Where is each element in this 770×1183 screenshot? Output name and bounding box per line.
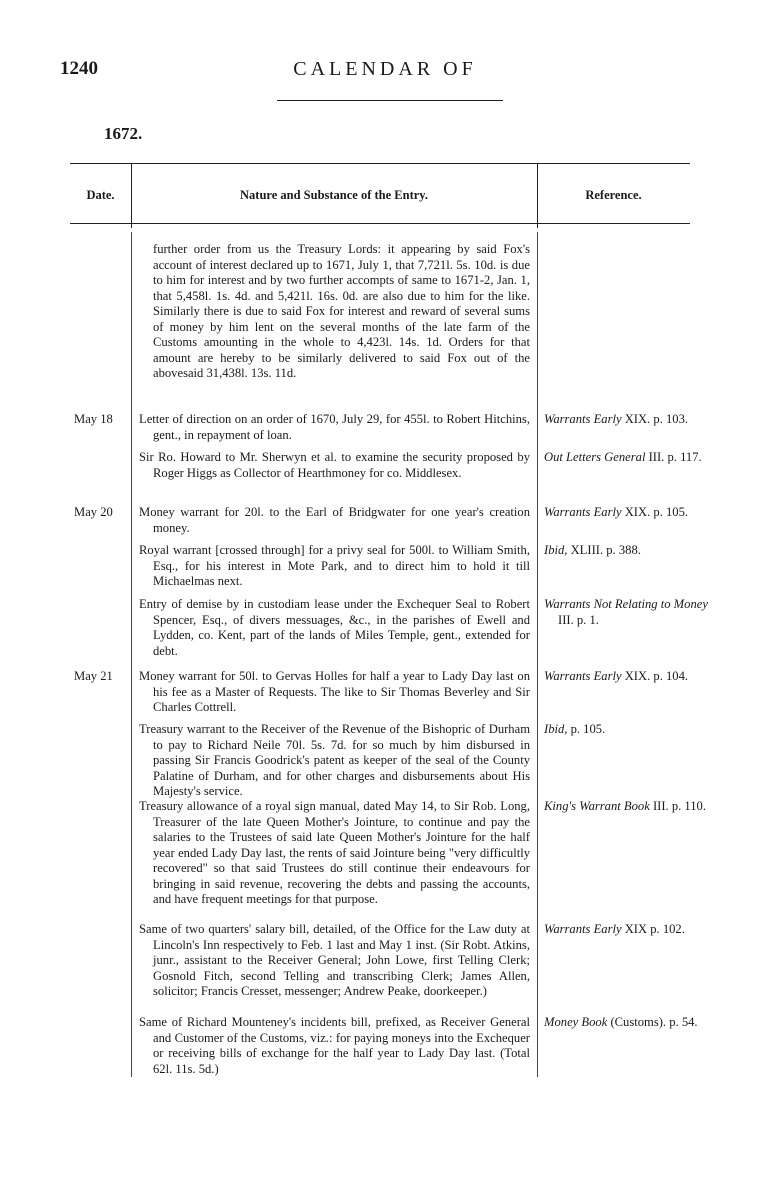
entry-continuation <box>139 242 530 382</box>
entry-text: Letter of direction on an order of 1670, July 29, for 455l. to Robert Hitchins, gent., in repayment of loan. <box>139 412 530 442</box>
reference-location: XIX p. 102. <box>621 922 685 936</box>
reference-location: (Customs). p. 54. <box>607 1015 698 1029</box>
reference-source: Out Letters General <box>544 450 646 464</box>
entry-text: Same of two quarters' salary bill, detailed, of the Office for the Law duty at Lincoln's Inn respectively to Feb. 1 last and May 1 inst. (Sir Robt. Atkins, junr., assistant to the Receiver General; John Lowe, first Telling Clerk; Gosnold Fitch, second Telling and transcribing Clerk; James Allen, solicitor; Francis Cresset, messenger; Andrew Peake, doorkeeper.) <box>139 922 530 998</box>
reference-location: XIX. p. 105. <box>621 505 689 519</box>
entry-text: Royal warrant [crossed through] for a privy seal for 500l. to William Smith, Esq., for his interest in Mote Park, and to direct him to hold it till Michaelmas next. <box>139 543 530 588</box>
year-heading: 1672. <box>104 124 143 143</box>
entry <box>139 412 530 443</box>
reference-location: III. p. 1. <box>558 612 599 627</box>
reference-source: Warrants Early <box>544 505 622 519</box>
reference-source: Ibid, <box>544 722 568 736</box>
reference-location: XIX. p. 103. <box>621 412 689 426</box>
entry-text: Money warrant for 20l. to the Earl of Bridgwater for one year's creation money. <box>139 505 530 535</box>
reference-source: Warrants Early <box>544 922 622 936</box>
entry-date: May 18 <box>74 412 113 426</box>
title-rule <box>277 100 503 101</box>
reference-location: III. p. 117. <box>645 450 702 464</box>
entry-reference <box>544 799 719 815</box>
entry-reference <box>544 450 719 466</box>
entry <box>139 669 530 716</box>
entry-text: Same of Richard Mounteney's incidents bill, prefixed, as Receiver General and Customer of the Customs, viz.: for paying moneys into the Exchequer or receiving bills of exchange for the half year to Lady Day last. (Total 62l. 11s. 5d.) <box>139 1015 530 1076</box>
entry <box>139 722 530 800</box>
entry <box>139 450 530 481</box>
reference-source: Warrants Early <box>544 669 622 683</box>
reference-source: Money Book <box>544 1015 608 1029</box>
entry-text: Treasury warrant to the Receiver of the Revenue of the Bishopric of Durham to pay to Richard Neile 70l. 5s. 7d. for so much by him disbursed in passing Sir Francis Goodrick's patent as keeper of the seal of the County Palatine of Durham, and for other charges and disbursements about His Majesty's service. <box>139 722 530 798</box>
date-column-header: Date. <box>86 188 115 202</box>
reference-source: Warrants Not Relating to Money <box>544 597 708 611</box>
entry-reference <box>544 922 719 938</box>
entry-reference <box>544 543 719 559</box>
reference-location: XIX. p. 104. <box>621 669 689 683</box>
entry-text: Sir Ro. Howard to Mr. Sherwyn et al. to examine the security proposed by Roger Higgs as Collector of Hearthmoney for co. Middlesex. <box>139 450 530 480</box>
reference-source: King's Warrant Book <box>544 799 650 813</box>
reference-location: p. 105. <box>567 722 606 736</box>
entry <box>139 543 530 590</box>
body-divider-date <box>131 232 132 1077</box>
entry <box>139 505 530 536</box>
table-top-rule <box>70 163 690 164</box>
reference-column-header: Reference. <box>585 188 642 202</box>
entry-text: further order from us the Treasury Lords: it appearing by said Fox's account of interest declared up to 1671, July 1, that 7,721l. 5s. 10d. is due to him for interest and by two further accompts of same to 1671-2, Jan. 1, that 5,458l. 1s. 4d. and 5,421l. 16s. 0d. are also due to him for the like. Similarly there is due to said Fox for interest and reward of several sums of money by him lent on the several months of the late farm of the Customs amounting in the whole to 4,423l. 14s. 1d. Orders for that amount are hereby to be similarly delivered to said Fox out of the abovesaid 31,438l. 13s. 11d. <box>153 242 530 380</box>
entry-date: May 21 <box>74 669 113 683</box>
entry-reference <box>544 412 719 428</box>
entry <box>139 1015 530 1077</box>
reference-source: Ibid, <box>544 543 568 557</box>
entry-text: Treasury allowance of a royal sign manual, dated May 14, to Sir Rob. Long, Treasurer of the late Queen Mother's Jointure, to continue and pay the salaries to the Trustees of said late Queen Mother's Jointure for the half year ended Lady Day last, the rents of said Jointure being "very difficultly recovered" so that said Trustees do still continue their endeavours for bringing in said revenue, recovering the debts and passing the accounts, and have frequent meetings for that purpose. <box>139 799 530 906</box>
table-header-rule <box>70 223 690 224</box>
reference-location: XLIII. p. 388. <box>567 543 641 557</box>
body-divider-ref <box>537 232 538 1077</box>
entry <box>139 922 530 1000</box>
entry-reference <box>544 597 719 628</box>
reference-source: Warrants Early <box>544 412 622 426</box>
entry-reference <box>544 1015 719 1031</box>
entry-reference <box>544 722 719 738</box>
page-number: 1240 <box>60 58 98 79</box>
entry-date: May 20 <box>74 505 113 519</box>
entry-reference <box>544 669 719 685</box>
entry-text: Money warrant for 50l. to Gervas Holles for half a year to Lady Day last on his fee as a Master of Requests. The like to Sir Thomas Beverley and Sir Charles Cottrell. <box>139 669 530 714</box>
entry-text: Entry of demise by in custodiam lease under the Exchequer Seal to Robert Spencer, Esq., of divers messuages, &c., in the parishes of Ewell and Lydden, co. Kent, part of the lands of Miles Temple, gent., extended for debt. <box>139 597 530 658</box>
entry-reference <box>544 505 719 521</box>
running-title: CALENDAR OF <box>293 58 477 80</box>
reference-location: III. p. 110. <box>649 799 706 813</box>
nature-column-header: Nature and Substance of the Entry. <box>240 188 428 202</box>
entry <box>139 597 530 659</box>
entry <box>139 799 530 908</box>
